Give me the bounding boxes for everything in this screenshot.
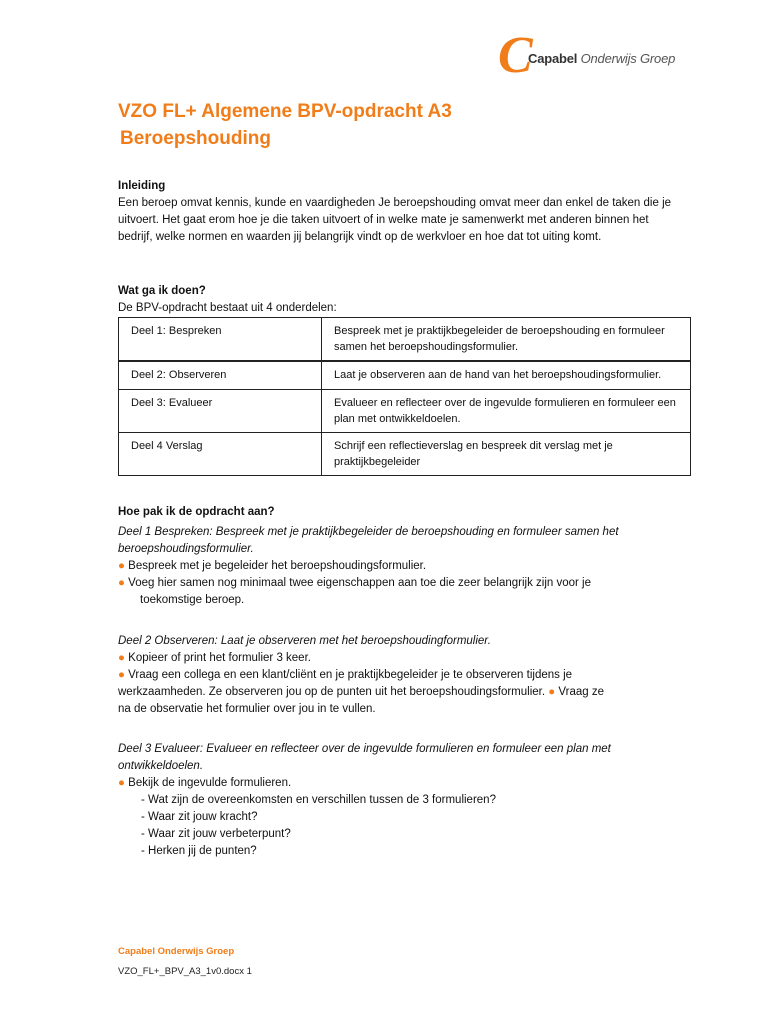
list-item [118,575,591,592]
intro-heading: Inleiding [118,180,166,192]
table-cell-part: Deel 2: Observeren [119,361,322,390]
logo-word-2: Onderwijs Groep [580,51,676,66]
table-cell-desc: Bespreek met je praktijkbegeleider de beroepshouding en formuleer samen het beroepshoudingsformulier. [322,318,691,362]
sub-question: - Waar zit jouw kracht? [141,811,258,823]
sub-question: - Waar zit jouw verbeterpunt? [141,828,291,840]
table-cell-desc: Laat je observeren aan de hand van het beroepshoudingsformulier. [322,361,691,390]
bullet-icon: ● [118,652,125,664]
footer-organization: Capabel Onderwijs Groep [118,946,235,957]
list-item-continuation [118,684,604,701]
list-item [118,775,291,792]
logo-word-1: Capabel [528,51,578,66]
deel1-intro-2: beroepshoudingsformulier. [118,543,254,555]
bullet-icon: ● [118,560,125,572]
deel3-intro-1: Deel 3 Evalueer: Evalueer en reflecteer over de ingevulde formulieren en formuleer een plan met [118,743,611,755]
table-cell-desc: Evalueer en reflecteer over de ingevulde formulieren en formuleer een plan met ontwikkeldoelen. [322,390,691,433]
wat-heading: Wat ga ik doen? [118,285,206,297]
parts-table [118,317,691,476]
list-item-text: Voeg hier samen nog minimaal twee eigenschappen aan toe die zeer belangrijk zijn voor je [128,577,591,589]
bullet-icon: ● [118,669,125,681]
list-item-text: Bespreek met je begeleider het beroepshoudingsformulier. [128,560,427,572]
list-item-text: werkzaamheden. Ze observeren jou op de punten uit het beroepshoudingsformulier. [118,686,546,698]
sub-question: - Herken jij de punten? [141,845,257,857]
list-item-continuation: na de observatie het formulier over jou in te vullen. [118,703,376,715]
logo [498,27,688,84]
table-cell-part: Deel 3: Evalueer [119,390,322,433]
deel1-intro-1: Deel 1 Bespreken: Bespreek met je praktijkbegeleider de beroepshouding en formuleer samen het [118,526,619,538]
list-item [118,667,572,684]
list-item [118,650,311,667]
intro-text: Een beroep omvat kennis, kunde en vaardigheden Je beroepshouding omvat meer dan enkel de taken die je uitvoert. Het gaat erom hoe je die taken uitvoert of in welke mate je samenwerkt met anderen binnen het bedrijf, welke normen en waarden jij belangrijk vindt op de werkvloer en hoe dat tot uiting komt. [118,197,672,243]
list-item [118,558,426,575]
wat-lead: De BPV-opdracht bestaat uit 4 onderdelen: [118,302,337,314]
list-item-continuation: toekomstige beroep. [140,594,245,606]
document-title: VZO FL+ Algemene BPV-opdracht A3 [118,101,452,122]
table-row [119,318,691,362]
list-item-text: Vraag ze [558,686,605,698]
footer-filename: VZO_FL+_BPV_A3_1v0.docx 1 [118,966,252,977]
list-item-text: Vraag een collega en een klant/cliënt en je praktijkbegeleider je te observeren tijdens je [128,669,573,681]
table-cell-desc: Schrijf een reflectieverslag en bespreek dit verslag met je praktijkbegeleider [322,433,691,476]
deel3-intro-2: ontwikkeldoelen. [118,760,204,772]
table-cell-part: Deel 4 Verslag [119,433,322,476]
document-subtitle: Beroepshouding [120,128,271,149]
bullet-icon: ● [548,686,556,698]
logo-letter: C [498,27,533,84]
bullet-icon: ● [118,577,125,589]
table-row [119,390,691,433]
list-item-text: Kopieer of print het formulier 3 keer. [128,652,311,664]
sub-question: - Wat zijn de overeenkomsten en verschillen tussen de 3 formulieren? [141,794,496,806]
table-cell-part: Deel 1: Bespreken [119,318,322,362]
table-row [119,361,691,390]
list-item-text: Bekijk de ingevulde formulieren. [128,777,292,789]
hoe-heading: Hoe pak ik de opdracht aan? [118,506,275,518]
bullet-icon: ● [118,777,125,789]
table-row [119,433,691,476]
logo-text [528,51,675,66]
deel2-intro: Deel 2 Observeren: Laat je observeren met het beroepshoudingformulier. [118,635,491,647]
